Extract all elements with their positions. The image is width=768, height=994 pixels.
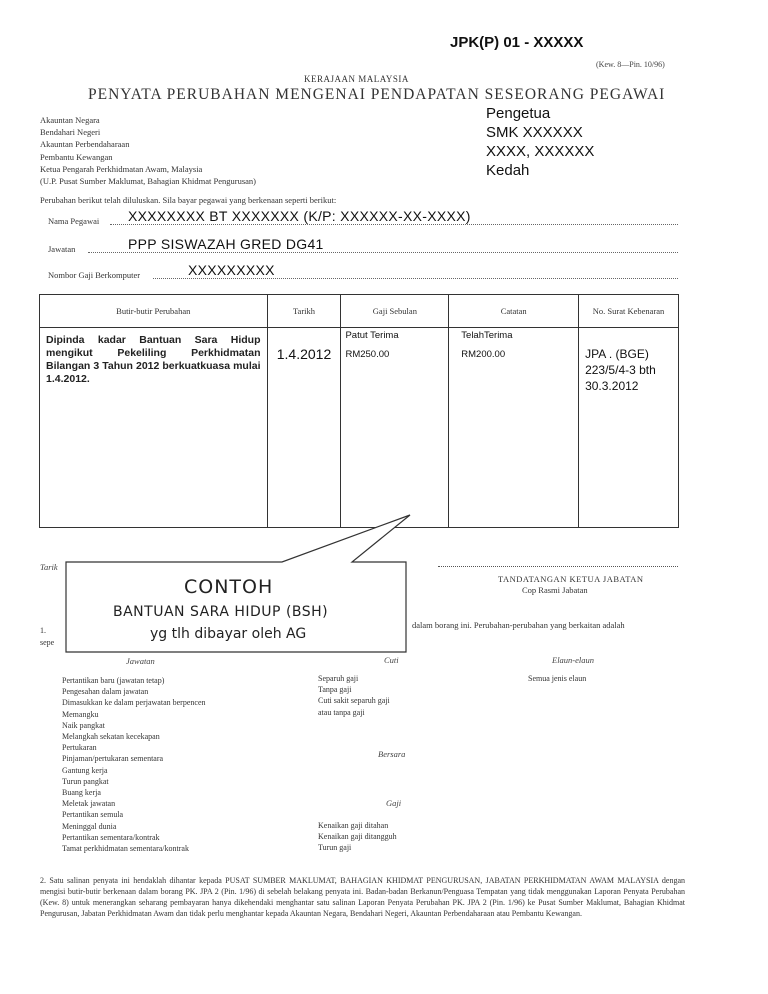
list-item: Meninggal dunia <box>62 821 117 831</box>
header-salary: Gaji Sebulan <box>341 295 449 328</box>
para1-fragment: sepe <box>40 638 55 647</box>
post-value: PPP SISWAZAH GRED DG41 <box>128 236 324 252</box>
recipient-line: SMK XXXXXX <box>486 124 583 141</box>
addressee-item: Akauntan Negara <box>40 115 100 125</box>
name-value: XXXXXXXX BT XXXXXXX (K/P: XXXXXX-XX-XXXX) <box>128 208 471 224</box>
elaun-heading: Elaun-elaun <box>552 655 595 665</box>
list-item: Buang kerja <box>62 788 101 798</box>
para1-number: 1. <box>40 626 46 635</box>
addressee-list <box>40 114 256 187</box>
addressee-item: Bendahari Negeri <box>40 127 101 138</box>
gaji-heading: Gaji <box>386 798 402 808</box>
list-item: Pertantikan semula <box>62 810 124 820</box>
addressee-item: Ketua Pengarah Perkhidmatan Awam, Malaysia <box>40 163 203 174</box>
list-item: Pertantikan sementara/kontrak <box>62 832 160 842</box>
list-item: Kenaikan gaji ditangguh <box>318 832 397 842</box>
recipient-line: Pengetua <box>486 105 551 122</box>
list-item: Pertukaran <box>62 743 97 753</box>
addressee-item: (U.P. Pusat Sumber Maklumat, Bahagian Khidmat Pengurusan) <box>40 176 257 187</box>
post-label: Jawatan <box>48 244 76 254</box>
para1-text: dalam borang ini. Perubahan-perubahan yang berkaitan adalah <box>412 620 625 630</box>
reference-line: JPA . (BGE) <box>585 347 649 361</box>
header-approval-letter: No. Surat Kebenaran <box>579 295 679 328</box>
callout-title: CONTOH <box>184 576 274 598</box>
list-item: Tanpa gaji <box>318 685 352 695</box>
list-item: Pengesahan dalam jawatan <box>62 687 149 697</box>
intro-text: Perubahan berikut telah diluluskan. Sila bayar pegawai yang berkenaan seperti berikut: <box>40 195 337 205</box>
list-item: Kenaikan gaji ditahan <box>318 821 389 830</box>
addressee-item: Akauntan Perbendaharaan <box>40 139 130 150</box>
name-label: Nama Pegawai <box>48 216 100 226</box>
post-field <box>48 236 678 256</box>
telah-terima-label: TelahTerima <box>461 330 513 341</box>
paragraph-2: 2. Satu salinan penyata ini hendaklah dihantar kepada PUSAT SUMBER MAKLUMAT, BAHAGIAN KHIDMAT PENGURUSAN, JABATAN PERKHIDMATAN AWAM MALAYSIA dengan mengisi butir-butir berkenaan dalam borang PK. JPA 2 (Pin. 1/96) di sebelah belakang penyata ini. Badan-badan Berkanun/Penguasa Tempatan yang tidak menggunakan Laporan Penyata Perubahan (Kew. 8) untuk menerangkan seharang pembayaran hanya dikehendaki menghantar satu salinan Laporan Penyata Perubahan PK. JPA 2 (Pin. 1/96) ke Pusat Sumber Maklumat, Bahagian Khidmat Pengurusan, Jabatan Perkhidmatan Awam dan tidak perlu menghantar kepada Akauntan Negara, Bendahari Negeri, Akauntan Perbendaharaan atau Pembantu Kewangan. <box>40 876 685 918</box>
cuti-heading: Cuti <box>384 655 399 665</box>
recipient-line: XXXX, XXXXXX <box>486 143 595 160</box>
bersara-heading: Bersara <box>378 749 406 759</box>
recipient-block <box>486 104 594 180</box>
government-heading: KERAJAAN MALAYSIA <box>304 74 409 84</box>
jawatan-heading: Jawatan <box>126 656 155 666</box>
name-field <box>48 208 678 228</box>
name-dotted-line <box>110 224 678 225</box>
list-item: Tamat perkhidmatan sementara/kontrak <box>62 844 189 854</box>
telah-terima-amount: RM200.00 <box>461 349 506 360</box>
header-details: Butir-butir Perubahan <box>40 295 268 328</box>
post-dotted-line <box>88 252 678 253</box>
elaun-list <box>528 673 586 684</box>
list-item: Separuh gaji <box>318 674 359 683</box>
list-item: Memangku <box>62 709 99 719</box>
addressee-item: Pembantu Kewangan <box>40 151 113 162</box>
list-item: Turun gaji <box>318 843 352 853</box>
list-item: atau tanpa gaji <box>318 707 365 717</box>
change-description: Dipinda kadar Bantuan Sara Hidup mengikut Pekeliling Perkhidmatan Bilangan 3 Tahun 2012 berkuatkuasa mulai 1.4.2012. <box>40 328 268 528</box>
list-item: Pinjaman/pertukaran sementara <box>62 754 164 764</box>
patut-terima-amount: RM250.00 <box>345 349 390 360</box>
header-date: Tarikh <box>267 295 341 328</box>
patut-terima-label: Patut Terima <box>345 330 399 341</box>
callout-line-2: yg tlh dibayar oleh AG <box>150 626 307 642</box>
reference-line: 30.3.2012 <box>585 379 639 393</box>
list-item: Semua jenis elaun <box>528 674 587 683</box>
signature-caption: TANDATANGAN KETUA JABATAN <box>498 574 644 584</box>
reference-line: 223/5/4-3 bth <box>585 363 656 377</box>
list-item: Meletak jawatan <box>62 799 116 809</box>
pay-number-label: Nombor Gaji Berkomputer <box>48 270 141 280</box>
callout-line-1: BANTUAN SARA HIDUP (BSH) <box>113 604 329 620</box>
header-remarks: Catatan <box>449 295 579 328</box>
salary-cell <box>341 328 449 528</box>
document-title: PENYATA PERUBAHAN MENGENAI PENDAPATAN SESEORANG PEGAWAI <box>88 86 666 103</box>
list-item: Cuti sakit separuh gaji <box>318 696 390 706</box>
changes-table <box>39 294 679 528</box>
change-date: 1.4.2012 <box>267 328 341 528</box>
table-row <box>40 328 679 528</box>
date-label-fragment: Tarik <box>40 562 58 572</box>
gaji-list <box>318 820 397 854</box>
cuti-list <box>318 673 390 718</box>
pay-number-value: XXXXXXXXX <box>188 262 275 278</box>
recipient-line: Kedah <box>486 162 530 179</box>
form-number: JPK(P) 01 - XXXXX <box>450 34 584 51</box>
remarks-cell <box>449 328 579 528</box>
list-item: Melangkah sekatan kecekapan <box>62 732 160 742</box>
pay-number-dotted-line <box>153 278 678 279</box>
list-item: Naik pangkat <box>62 720 105 730</box>
list-item: Gantung kerja <box>62 765 108 775</box>
stamp-caption: Cop Rasmi Jabatan <box>522 585 588 595</box>
list-item: Dimasukkan ke dalam perjawatan berpencen <box>62 698 206 708</box>
list-item: Pertantikan baru (jawatan tetap) <box>62 676 165 685</box>
table-header-row <box>40 295 679 328</box>
approval-reference <box>579 328 679 528</box>
jawatan-list <box>62 675 206 854</box>
form-reference: (Kew. 8—Pin. 10/96) <box>596 60 665 69</box>
pay-number-field <box>48 262 678 282</box>
signature-line <box>438 566 678 567</box>
list-item: Turun pangkat <box>62 776 109 786</box>
